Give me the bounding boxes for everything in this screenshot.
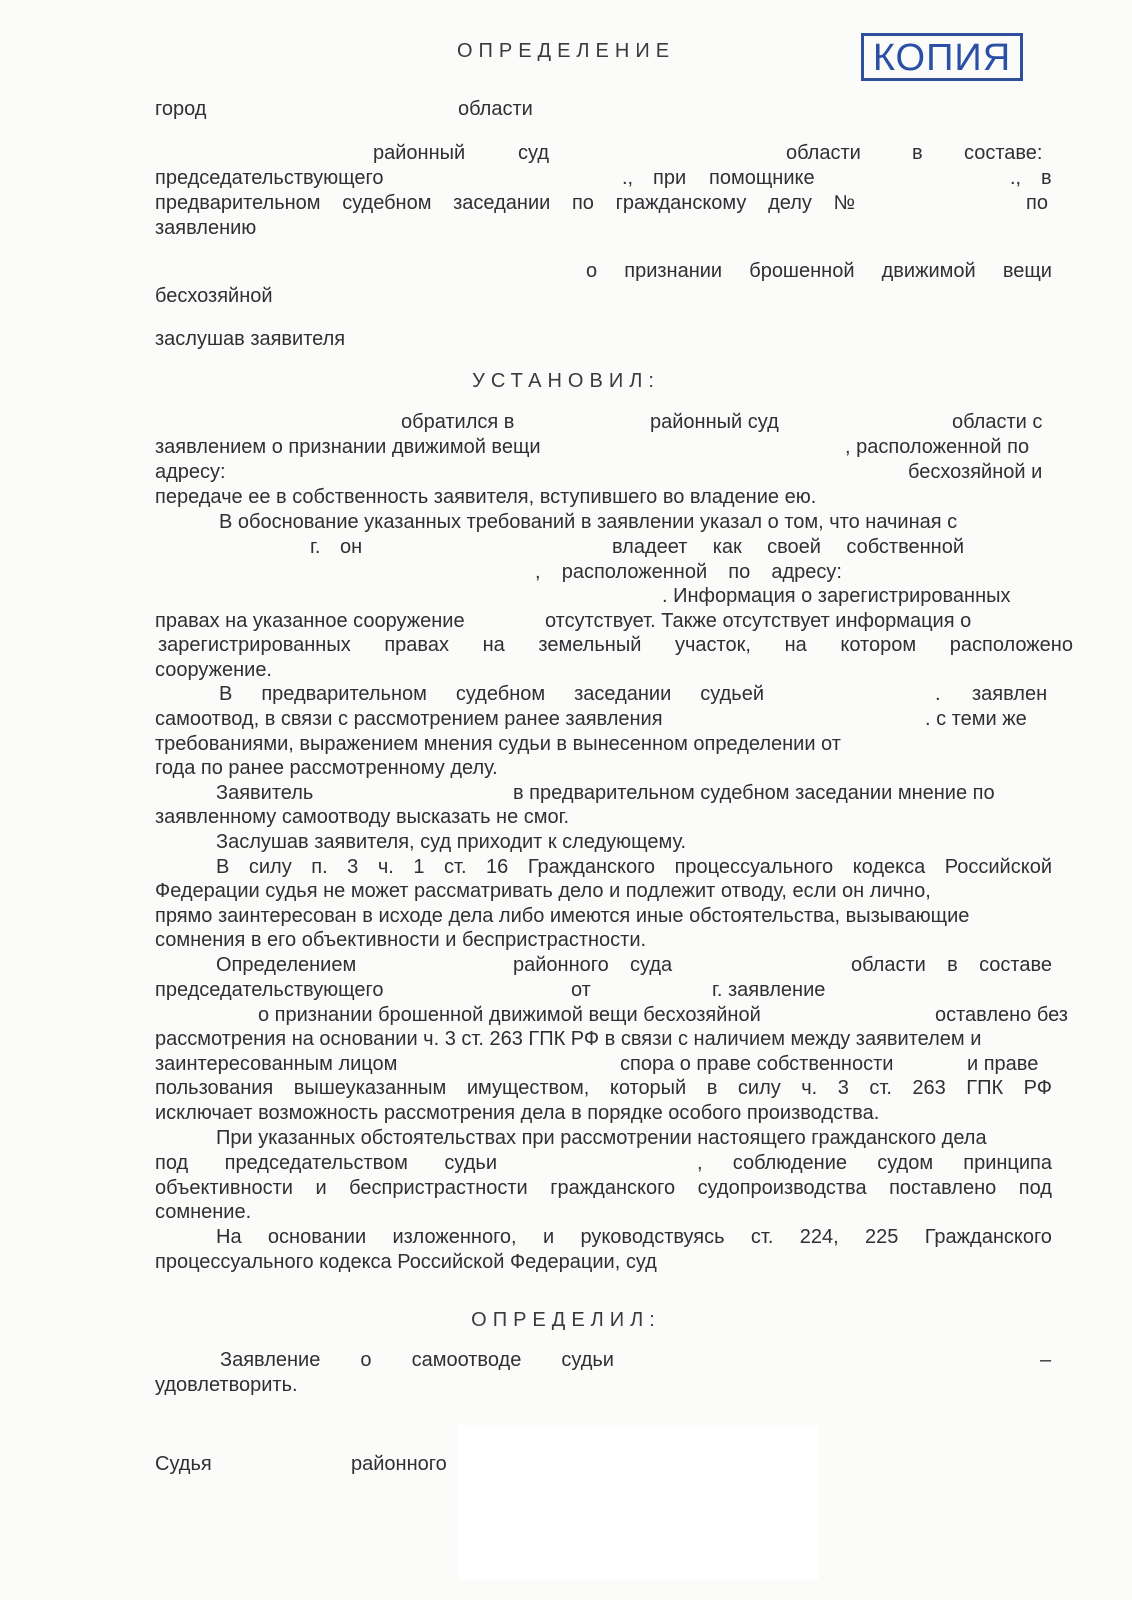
word: участок,	[675, 634, 751, 656]
word: собственной	[846, 536, 964, 558]
word: котором	[840, 634, 917, 656]
p7-l6	[155, 1076, 1052, 1101]
footer-judge: Судья	[155, 1453, 212, 1475]
p2-l2a: г.	[310, 536, 321, 558]
p7-l2a: председательствующего	[155, 979, 384, 1001]
word: 3	[837, 1077, 849, 1099]
intro-line-4: заявлению	[155, 217, 257, 239]
p4-l2: заявленному самоотводу высказать не смог.	[155, 806, 570, 828]
p9-l2: процессуального кодекса Российской Федерации, суд	[155, 1251, 657, 1273]
word: председательством	[224, 1152, 408, 1174]
p2-l4: . Информация о зарегистрированных	[662, 585, 1011, 607]
p4-l1b: в предварительном судебном заседании мнение по	[513, 782, 995, 804]
p1-l1b: районный суд	[650, 411, 779, 433]
word: 1	[413, 856, 425, 878]
copy-stamp: КОПИЯ	[861, 33, 1023, 81]
word: и	[315, 1177, 327, 1199]
word: На	[216, 1226, 242, 1248]
p7-l5c: и праве	[967, 1053, 1039, 1075]
word: гражданского	[550, 1177, 676, 1199]
word: брошенной	[749, 260, 855, 282]
intro-line-1d: в	[912, 142, 923, 164]
word: гражданскому	[615, 192, 747, 214]
p2-l7: сооружение.	[155, 659, 272, 681]
word: составе	[979, 954, 1052, 976]
p6-l2: Федерации судья не может рассматривать дело и подлежит отводу, если он лично,	[155, 880, 931, 902]
p9-l1	[216, 1225, 1052, 1250]
word: 3	[347, 856, 359, 878]
p1-l2b: , расположенной по	[845, 436, 1030, 458]
p7-l3b: оставлено без	[935, 1004, 1068, 1026]
p6-l3: прямо заинтересован в исходе дела либо имеются иные обстоятельства, вызывающие	[155, 905, 970, 927]
p3-l2b: . с теми же	[925, 708, 1027, 730]
word: В	[216, 856, 230, 878]
intro-line-6: бесхозяйной	[155, 285, 273, 307]
word: владеет	[612, 536, 688, 558]
word: земельный	[538, 634, 642, 656]
word: 225	[864, 1226, 899, 1248]
intro-line-3-end: по	[1026, 192, 1048, 214]
p7-l2b: от	[571, 979, 591, 1001]
word: заседании	[574, 683, 672, 705]
intro-line-5	[586, 259, 1052, 284]
word: который	[609, 1077, 687, 1099]
p1-l2a: заявлением о признании движимой вещи	[155, 436, 541, 458]
redacted-block	[458, 1425, 818, 1580]
word: изложенного,	[392, 1226, 517, 1248]
word: руководствуясь	[580, 1226, 725, 1248]
word: области	[851, 954, 926, 976]
p7-l4: рассмотрения на основании ч. 3 ст. 263 ГПК РФ в связи с наличием между заявителем и	[155, 1028, 982, 1050]
resolution-dash: –	[1040, 1349, 1052, 1371]
word: судопроизводства	[697, 1177, 867, 1199]
word: процессуального	[674, 856, 834, 878]
word: и	[542, 1226, 555, 1248]
word: кодекса	[852, 856, 926, 878]
word: вышеуказанным	[293, 1077, 447, 1099]
p5: Заслушав заявителя, суд приходит к следующему.	[216, 831, 687, 853]
p2-l5a: правах на указанное сооружение	[155, 610, 465, 632]
resolution-l1	[220, 1348, 614, 1373]
word: принципа	[963, 1152, 1052, 1174]
p2-l6	[158, 633, 1073, 658]
word: ст.	[750, 1226, 774, 1248]
word: ч.	[801, 1077, 818, 1099]
word: судебном	[455, 683, 546, 705]
p8-l2b	[697, 1151, 1052, 1176]
word: ,	[697, 1152, 703, 1174]
word: под	[155, 1152, 189, 1174]
word: самоотводе	[411, 1349, 522, 1371]
word: расположено	[949, 634, 1073, 656]
word: ч.	[377, 856, 394, 878]
p7-l5a: заинтересованным лицом	[155, 1053, 398, 1075]
word: зарегистрированных	[158, 634, 351, 656]
intro-line-1b: суд	[518, 142, 550, 164]
p8-l4: сомнение.	[155, 1201, 252, 1223]
p3-l2a: самоотвод, в связи с рассмотрением ранее заявления	[155, 708, 663, 730]
p2-l2b: он	[340, 536, 363, 558]
word: в	[947, 954, 958, 976]
word: Гражданского	[527, 856, 656, 878]
p1-l1c: области с	[952, 411, 1043, 433]
word: о	[586, 260, 598, 282]
word: на	[482, 634, 505, 656]
word: 224,	[799, 1226, 839, 1248]
p3-l1-dot: .	[935, 683, 941, 705]
header-city: город	[155, 98, 207, 120]
intro-line-2d: помощнике	[709, 167, 815, 189]
word: ст.	[444, 856, 467, 878]
word: по	[571, 192, 594, 214]
word: по	[728, 561, 751, 583]
section-heading-opredelil: ОПРЕДЕЛИЛ:	[471, 1309, 661, 1331]
p8-l3	[155, 1176, 1052, 1201]
intro-line-2c: при	[653, 167, 687, 189]
word: пользования	[155, 1077, 274, 1099]
word: объективности	[155, 1177, 293, 1199]
word: В	[219, 683, 233, 705]
p2-l5b: отсутствует. Также отсутствует информация о	[545, 610, 972, 632]
word: в	[706, 1077, 718, 1099]
word: правах	[384, 634, 449, 656]
word: ГПК	[966, 1077, 1004, 1099]
word: соблюдение	[732, 1152, 848, 1174]
intro-line-1c: области	[786, 142, 861, 164]
word: судьи	[561, 1349, 614, 1371]
word: имуществом,	[466, 1077, 590, 1099]
intro-line-7: заслушав заявителя	[155, 328, 346, 350]
word: Заявление	[220, 1349, 321, 1371]
word: признании	[624, 260, 723, 282]
intro-line-2b: .,	[622, 167, 634, 189]
intro-line-2f: в	[1041, 167, 1052, 189]
p2-l3	[535, 560, 842, 585]
p1-l1a: обратился в	[401, 411, 515, 433]
word: 263	[912, 1077, 946, 1099]
word: под	[1018, 1177, 1052, 1199]
p7-l1b: районного	[513, 954, 609, 976]
word: расположенной	[561, 561, 708, 583]
p8-l1: При указанных обстоятельствах при рассмотрении настоящего гражданского дела	[216, 1127, 987, 1149]
p1-l4: передаче ее в собственность заявителя, вступившего во владение ею.	[155, 486, 817, 508]
word: заседании	[453, 192, 551, 214]
word: предварительном	[155, 192, 321, 214]
p7-l3a: о признании брошенной движимой вещи бесхозяйной	[258, 1004, 761, 1026]
footer-district: районного	[351, 1453, 447, 1475]
p7-l1c: суда	[630, 954, 673, 976]
word: судьи	[444, 1152, 497, 1174]
intro-line-2a: председательствующего	[155, 167, 384, 189]
word: движимой	[881, 260, 976, 282]
word: как	[712, 536, 742, 558]
word: силу	[737, 1077, 781, 1099]
word: судебном	[342, 192, 432, 214]
p1-l3a: адресу:	[155, 461, 226, 483]
p2-l2c	[612, 535, 964, 560]
word: адресу:	[771, 561, 842, 583]
word: беспристрастности	[349, 1177, 528, 1199]
p2-l1: В обоснование указанных требований в заявлении указал о том, что начиная с	[219, 511, 958, 533]
word: №	[833, 192, 855, 214]
p3-l4: года по ранее рассмотренному делу.	[155, 757, 498, 779]
p1-l3b: бесхозяйной и	[908, 461, 1043, 483]
word: судьей	[700, 683, 764, 705]
word: на	[784, 634, 807, 656]
p6-l4: сомнения в его объективности и беспристрастности.	[155, 929, 647, 951]
word: Гражданского	[924, 1226, 1052, 1248]
resolution-l2: удовлетворить.	[155, 1374, 298, 1396]
p4-l1a: Заявитель	[216, 782, 314, 804]
p8-l2a	[155, 1151, 497, 1176]
p7-l5b: спора о праве собственности	[620, 1053, 894, 1075]
word: 16	[486, 856, 509, 878]
word: вещи	[1002, 260, 1052, 282]
intro-line-1a: районный	[373, 142, 466, 164]
p6-l1	[216, 855, 1052, 880]
p7-l1a: Определением	[216, 954, 357, 976]
word: предварительном	[261, 683, 427, 705]
section-heading-ustanovil: УСТАНОВИЛ:	[472, 370, 660, 392]
word: о	[360, 1349, 372, 1371]
word: Российской	[944, 856, 1052, 878]
word: РФ	[1023, 1077, 1052, 1099]
word: основании	[267, 1226, 367, 1248]
p3-l3: требованиями, выражением мнения судьи в вынесенном определении от	[155, 733, 841, 755]
word: ,	[535, 561, 541, 583]
word: силу	[248, 856, 292, 878]
p7-l2c: г. заявление	[712, 979, 826, 1001]
word: поставлено	[889, 1177, 997, 1199]
header-region: области	[458, 98, 533, 120]
p7-l1d	[851, 953, 1052, 978]
intro-line-1e: составе:	[964, 142, 1043, 164]
p7-l7: исключает возможность рассмотрения дела в порядке особого производства.	[155, 1102, 880, 1124]
word: своей	[767, 536, 821, 558]
p3-l1	[219, 682, 764, 707]
document-heading: ОПРЕДЕЛЕНИЕ	[456, 40, 676, 62]
intro-line-3	[155, 191, 855, 216]
intro-line-2e: .,	[1010, 167, 1022, 189]
word: ст.	[869, 1077, 892, 1099]
word: п.	[311, 856, 328, 878]
word: делу	[768, 192, 812, 214]
p3-l1-end: заявлен	[972, 683, 1048, 705]
word: судом	[877, 1152, 934, 1174]
